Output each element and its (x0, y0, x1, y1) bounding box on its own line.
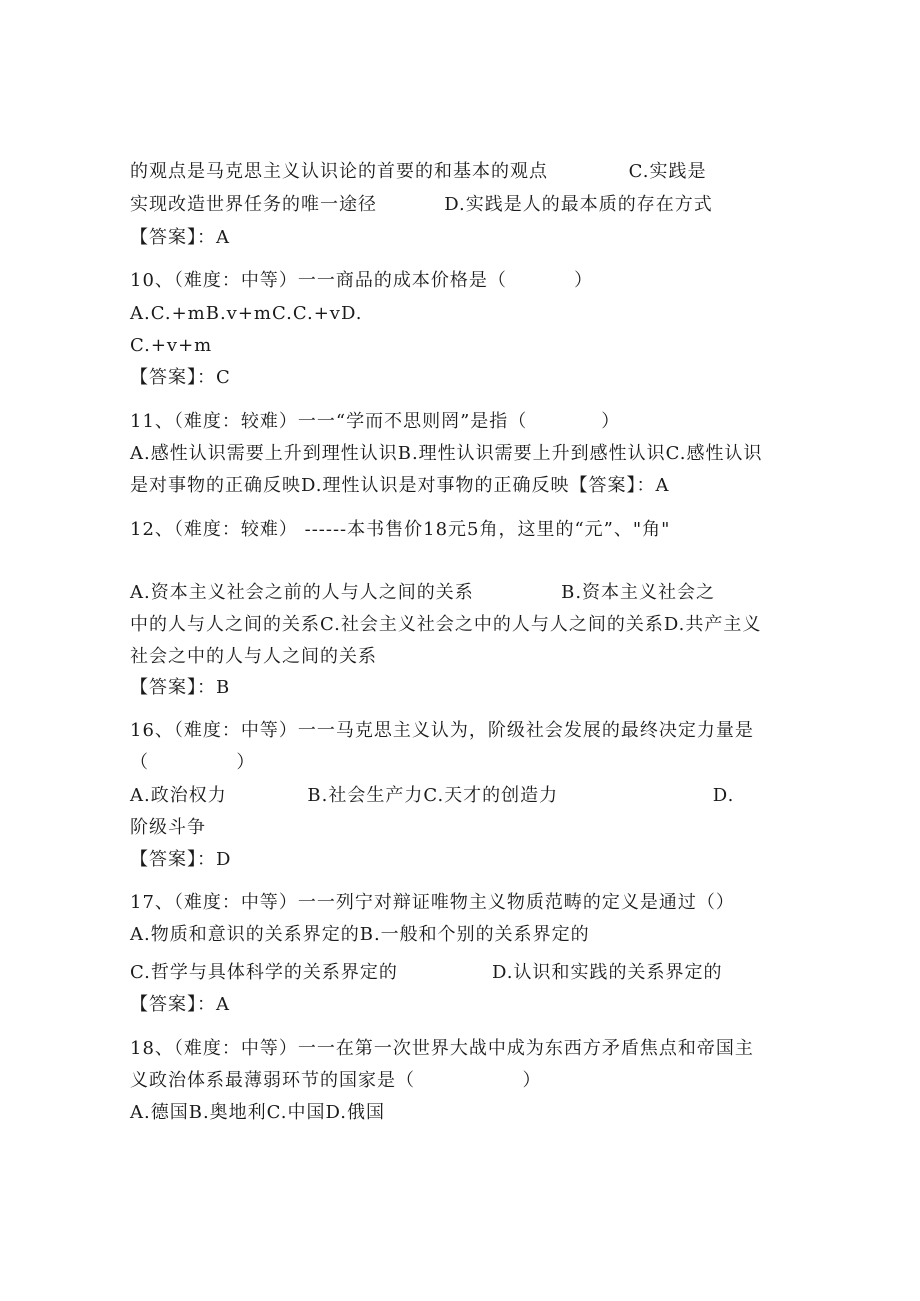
question-18-cont: 义政治体系最薄弱环节的国家是（ ） (130, 1070, 542, 1091)
text-line: 实现改造世界任务的唯一途径 D.实践是人的最本质的存在方式 (130, 194, 713, 215)
question-12: 12、（难度：较难） ------本书售价18元5角，这里的“元”、"角" (130, 519, 671, 540)
options-line: 阶级斗争 (130, 817, 206, 838)
answer-line: 【答案】：B (130, 677, 231, 698)
question-10: 10、（难度：中等）一一商品的成本价格是（ ） (130, 270, 594, 291)
options-line: A.政治权力 B.社会生产力C.天才的创造力 D. (130, 785, 735, 806)
answer-line: 【答案】：C (130, 367, 231, 388)
question-18: 18、（难度：中等）一一在第一次世界大战中成为东西方矛盾焦点和帝国主 (130, 1038, 754, 1059)
question-11: 11、（难度：较难）一一“学而不思则罔”是指（ ） (130, 411, 621, 432)
text-line: 的观点是马克思主义认识论的首要的和基本的观点 C.实践是 (130, 161, 707, 182)
options-line: 中的人与人之间的关系C.社会主义社会之中的人与人之间的关系D.共产主义 (130, 614, 762, 635)
options-line: 社会之中的人与人之间的关系 (130, 646, 377, 667)
question-16: 16、（难度：中等）一一马克思主义认为，阶级社会发展的最终决定力量是 (130, 720, 754, 741)
answer-line: 【答案】：A (130, 994, 230, 1015)
options-line: A.C.+mB.v+mC.C.+vD. (130, 303, 363, 324)
options-line: C.+v+m (130, 335, 213, 356)
question-16-blank: （ ） (130, 752, 256, 773)
options-line: A.物质和意识的关系界定的B.一般和个别的关系界定的 (130, 924, 590, 945)
answer-line: 【答案】：A (130, 227, 230, 248)
options-line: 是对事物的正确反映D.理性认识是对事物的正确反映【答案】：A (130, 475, 670, 496)
answer-line: 【答案】：D (130, 849, 232, 870)
options-line: C.哲学与具体科学的关系界定的 D.认识和实践的关系界定的 (130, 962, 723, 983)
question-17: 17、（难度：中等）一一列宁对辩证唯物主义物质范畴的定义是通过（） (130, 892, 735, 913)
options-line: A.德国B.奥地利C.中国D.俄国 (130, 1102, 386, 1123)
options-line: A.感性认识需要上升到理性认识B.理性认识需要上升到感性认识C.感性认识 (130, 443, 763, 464)
options-line: A.资本主义社会之前的人与人之间的关系 B.资本主义社会之 (130, 582, 716, 603)
